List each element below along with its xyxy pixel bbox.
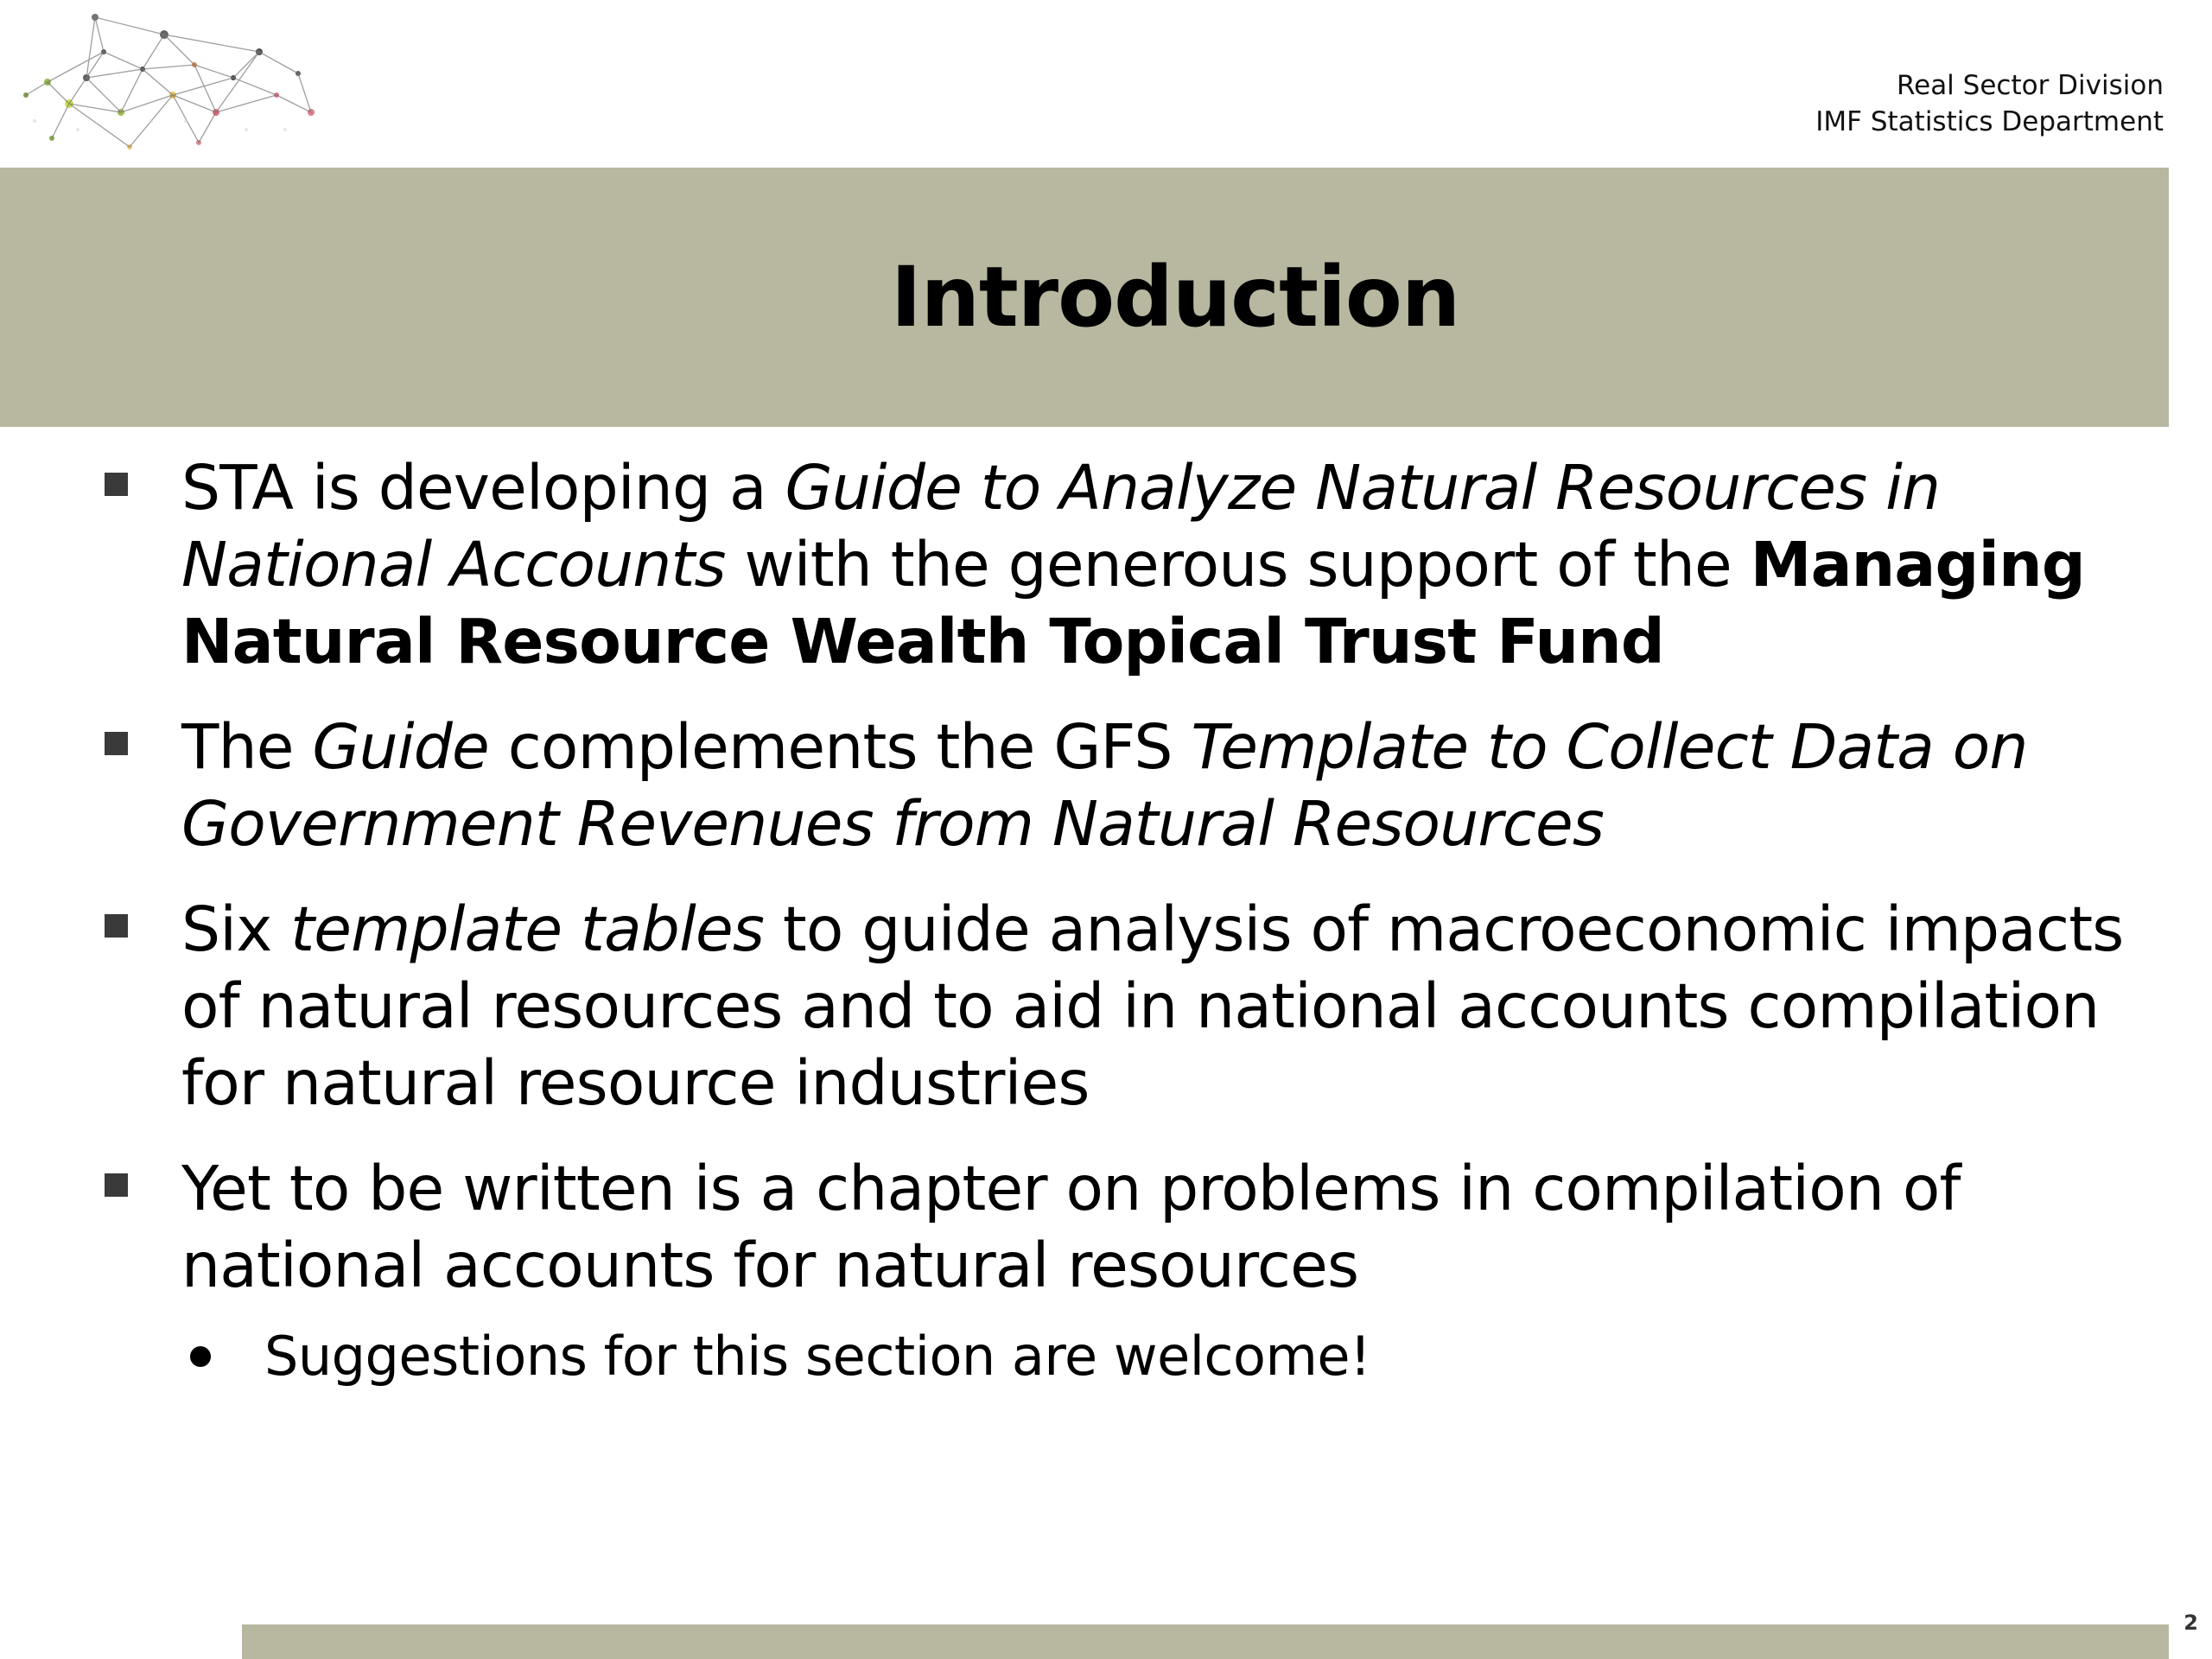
division-label: Real Sector Division [1896, 70, 2164, 101]
round-bullet-icon [190, 1346, 211, 1367]
bullet-text-segment: Guide to Analyze Natural Resources in National Accounts [181, 452, 1941, 601]
bullet-text [181, 1150, 2158, 1304]
bullet-item [102, 709, 2158, 862]
page-number: 2 [2183, 1611, 2198, 1635]
header-info [1815, 67, 2164, 140]
bullet-text [181, 891, 2158, 1122]
bullet-text-segment: The [181, 711, 313, 783]
bullet-text-segment: Managing Natural Resource Wealth Topical Trust Fund [181, 529, 2085, 677]
bullet-text-segment: Yet to be written is a chapter on problems in compilation of national accounts for natural resources [181, 1153, 1961, 1301]
bullet-text-segment: template tables [290, 893, 765, 965]
slide-content [102, 449, 2158, 1391]
bullet-text-segment: Guide [312, 711, 489, 783]
bullet-text-segment: STA is developing a [181, 452, 785, 524]
footer-band [242, 1624, 2169, 1659]
bullet-item [102, 891, 2158, 1122]
bullet-text-segment: with the generous support of the [725, 529, 1751, 601]
square-bullet-icon [105, 914, 128, 938]
title-band [0, 168, 2169, 427]
sub-bullet-text: Suggestions for this section are welcome! [264, 1325, 1371, 1388]
bullet-text-segment: Template to Collect Data on Government Revenues from Natural Resources [181, 711, 2028, 860]
network-logo-icon [0, 0, 337, 168]
bullet-text [181, 449, 2158, 680]
bullet-text-segment: complements the GFS [488, 711, 1192, 783]
square-bullet-icon [105, 732, 128, 755]
square-bullet-icon [105, 473, 128, 496]
sub-bullet-item [181, 1322, 2158, 1391]
bullet-item [102, 1150, 2158, 1304]
bullet-text [181, 709, 2158, 862]
bullet-item [102, 449, 2158, 680]
slide-title: Introduction [890, 249, 1460, 346]
square-bullet-icon [105, 1173, 128, 1197]
department-label: IMF Statistics Department [1815, 106, 2164, 137]
bullet-text-segment: to guide analysis of macroeconomic impacts of natural resources and to aid in national accounts compilation for natural resource industries [181, 893, 2124, 1119]
bullet-text-segment: Six [181, 893, 291, 965]
